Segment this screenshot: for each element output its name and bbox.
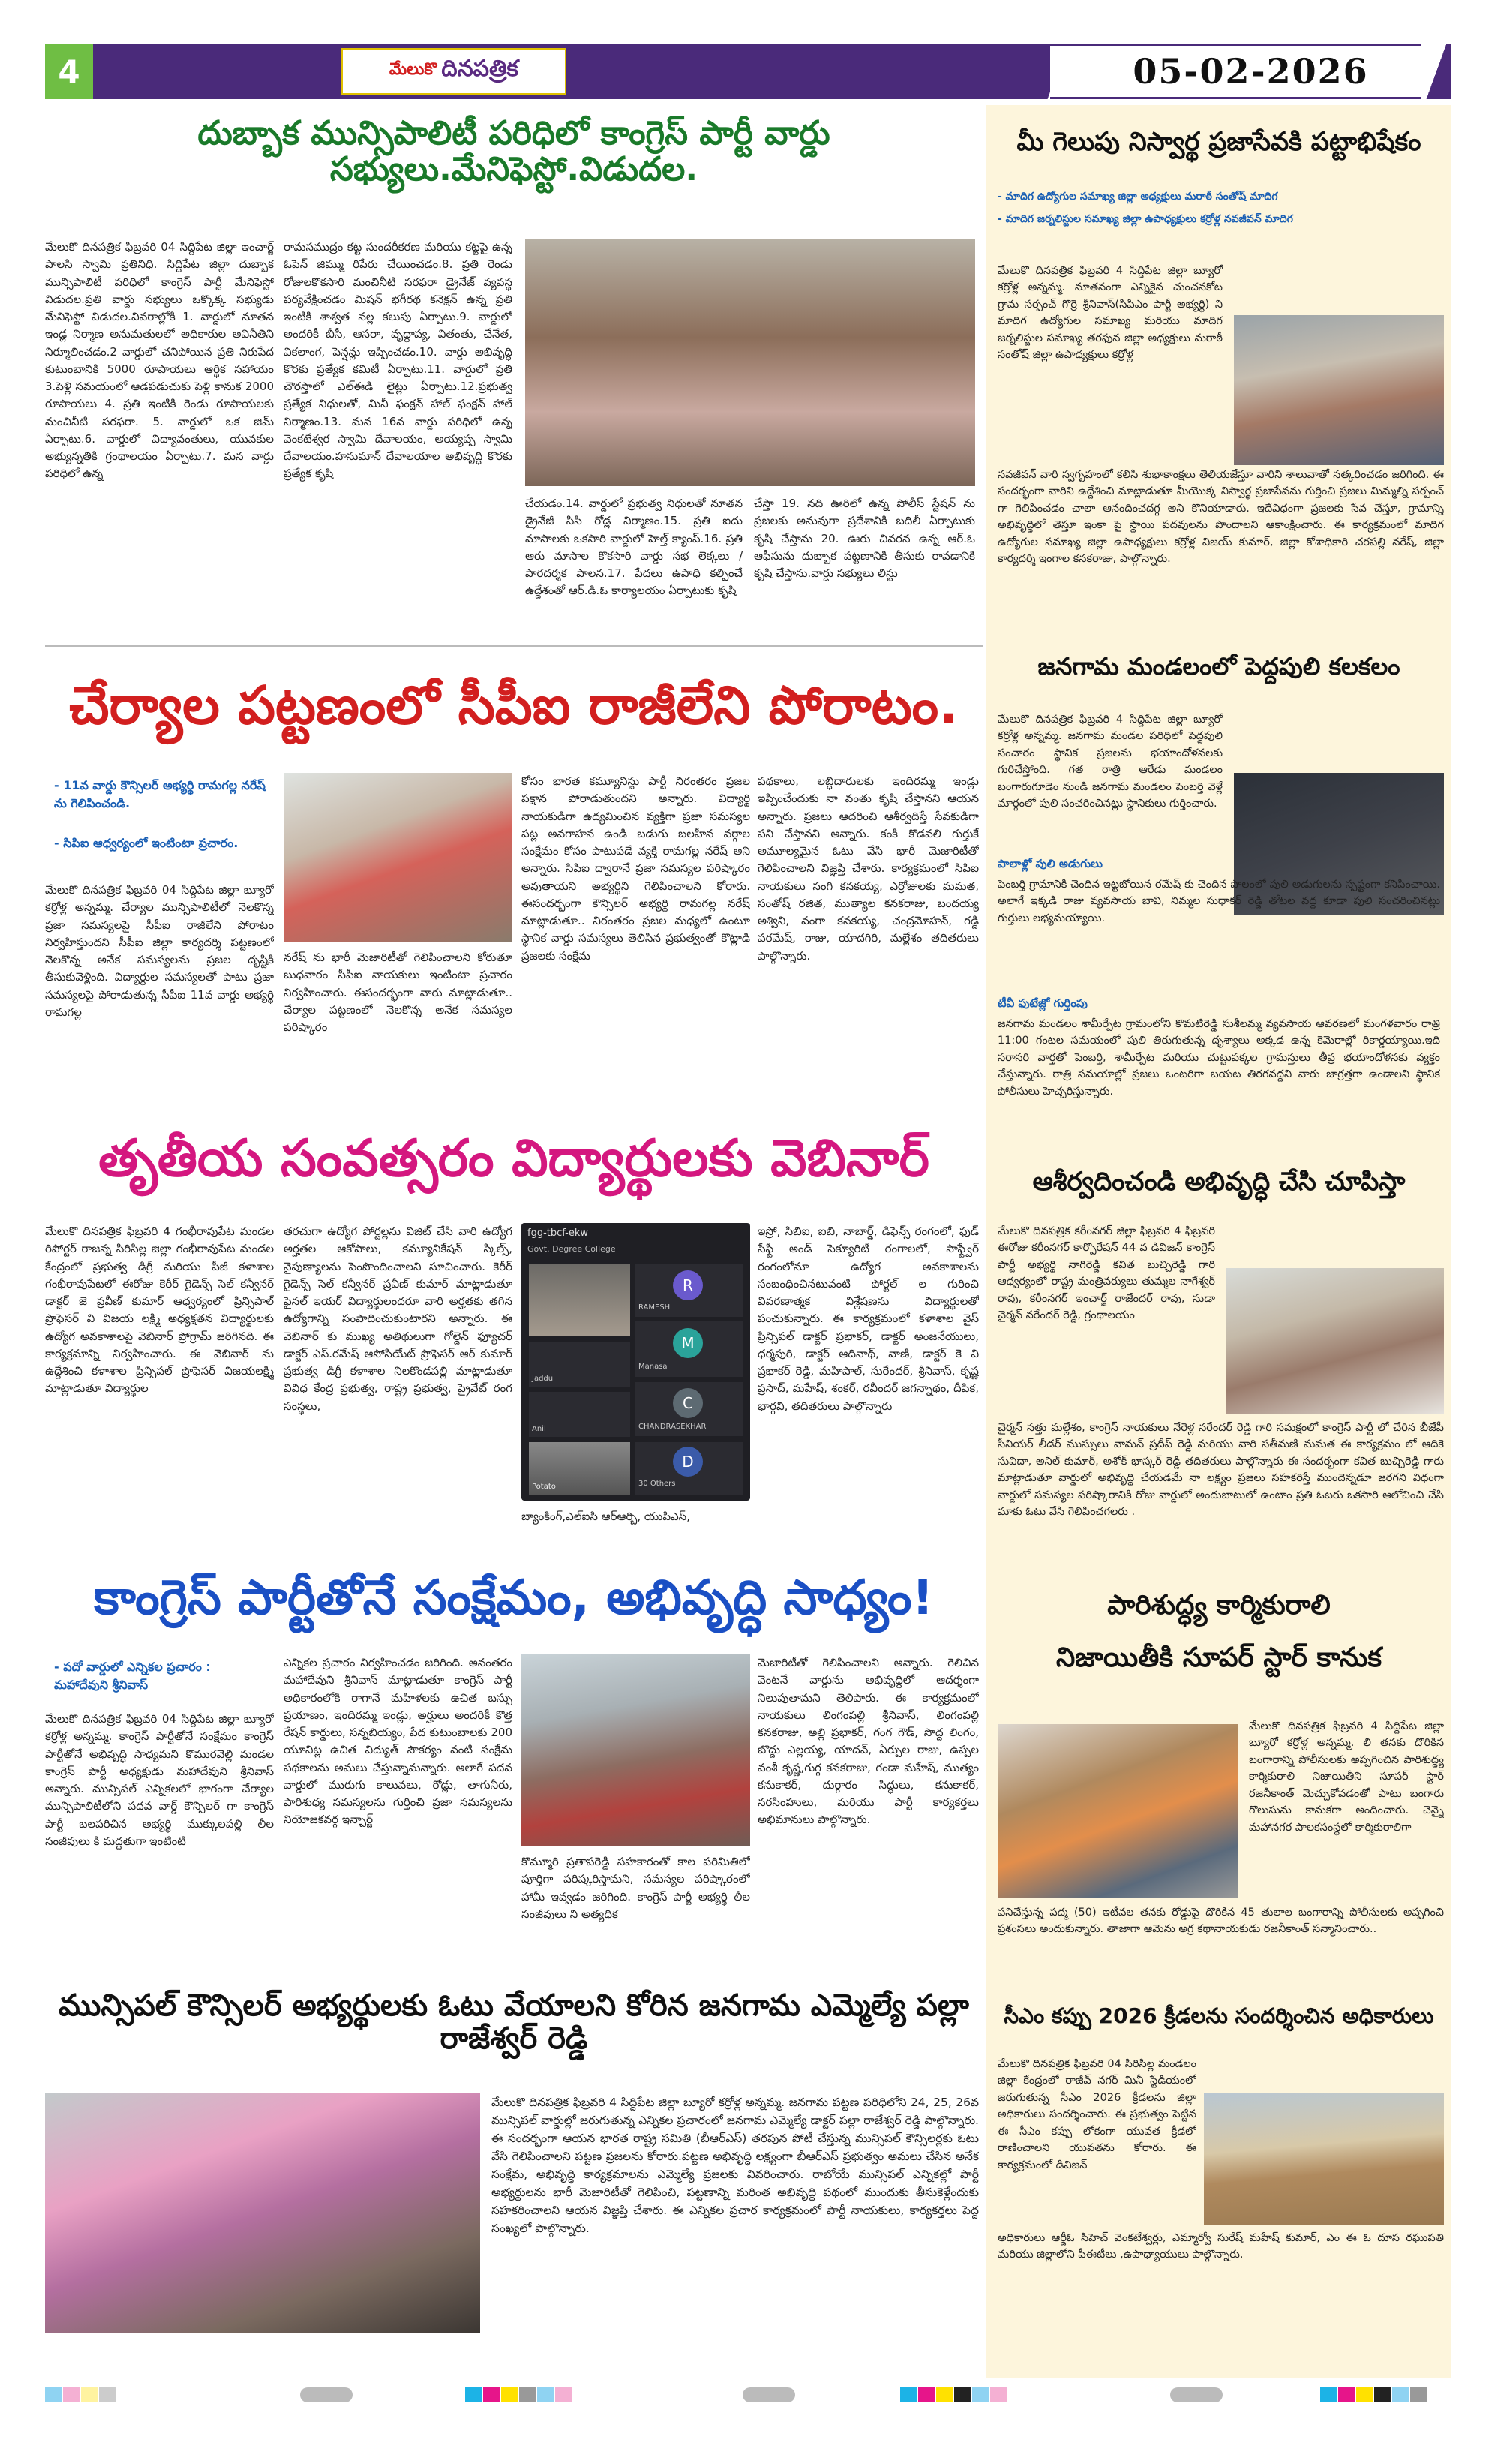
story2-photo [284, 773, 512, 942]
story3-under-photo: బ్యాంకింగ్,ఎల్ఐసి ఆర్ఆర్బి, యుపిఎస్, [521, 1510, 690, 1523]
side5-body-top: మేలుకొ దినపత్రిక ఫిబ్రవరి 04 సిరిసిల్ల మండలం జిల్లా కేంద్రంలో రాజీవ్ నగర్ మినీ స్టేడియంలో జరుగుతున్న సీఎం 2026 క్రీడలను జిల్లా అధికారులు సందర్శించారు. ఈ ప్రభుత్వం పెట్టిన ఈ సీఎం కప్పు లోకంగా యువత క్రీడలో రాణించాలని యువతను కోరారు. ఈ కార్యక్రమంలో డివిజన్ [998, 2058, 1196, 2171]
story4-col2: ఎన్నికల ప్రచారం నిర్వహించడం జరిగింది. అనంతరం మహాదేవుని శ్రీనివాస్ మాట్లాడుతూ కాంగ్రెస్ పార్టీ అధికారంలోకి రాగానే మహిళలకు ఉచిత బస్సు ప్రయాణం, ఇందిరమ్మ ఇండ్లు, అర్హులు అందరికీ కొత్త రేషన్ కార్డులు, సన్నబియ్యం, పేద కుటుంబాలకు 200 యూనిట్ల ఉచిత విద్యుత్ సౌకర్యం వంటి సంక్షేమ పథకాలను అమలు చేస్తున్నామన్నారు. అలాగే పదవ వార్డులో మురుగు కాలువలు, రోడ్లు, తాగునీరు, పారిశుధ్య సమస్యలను గుర్తించి ప్రజా సమస్యలను నియోజకవర్గ ఇన్చార్జ్ [284, 1656, 512, 1827]
page-date: 05-02-2026 [1050, 44, 1451, 99]
webinar-screenshot [521, 1223, 750, 1501]
side4-headline2: నిజాయితీకి సూపర్ స్టార్ కానుక [1056, 1642, 1382, 1674]
side2-sub1: పాలాళ్లో పులి అడుగులు [998, 857, 1103, 870]
side2-sub2: టీవీ ఫుటేజ్లో గుర్తింపు [998, 996, 1088, 1010]
masthead-end [1421, 44, 1451, 99]
story2-bullet2: - సిపిఐ ఆధ్వర్యంలో ఇంటింటా ప్రచారం. [54, 836, 239, 850]
side3-photo [1226, 1268, 1444, 1414]
side2-sub1-body: పెంబర్తి గ్రామానికి చెందిన ఇట్టబోయిన రమేష్ కు చెందిన పొలంలో పులి అడుగులను స్పష్టంగా కనిపించాయి. అలాగే ఇక్కడి రాజు వ్యవసాయ బావి, నిమ్మల సుధాకర్ రెడ్డి తోటల వద్ద కూడా పులి సంచరించినట్లు గుర్తులు లభ్యమయ్యాయి. [998, 879, 1440, 924]
side3-headline: ఆశీర్వదించండి అభివృద్ధి చేసి చూపిస్తా [1032, 1167, 1406, 1197]
story5-headline: మున్సిపల్ కౌన్సిలర్ అభ్యర్థులకు ఓటు వేయాలని కోరిన జనగామ ఎమ్మెల్యే పల్లా రాజేశ్వర్ రెడ్డి [59, 1988, 969, 2056]
story3-headline: తృతీయ సంవత్సరం విద్యార్థులకు వెబినార్ [98, 1128, 929, 1188]
story5-body: మేలుకొ దినపత్రిక ఫిబ్రవరి 4 సిద్దిపేట జిల్లా బ్యూరో కర్రోళ్ల అన్నమ్మ. జనగామ పట్టణ పరిధిలోని 24, 25, 26వ మున్సిపల్ వార్డుల్లో జరుగుతున్న ఎన్నికల ప్రచారంలో జనగామ ఎమ్మెల్యే డాక్టర్ పల్లా రాజేశ్వర్ రెడ్డి పాల్గొన్నారు. ఈ సందర్భంగా ఆయన భారత రాష్ట్ర సమితి (బీఆర్ఎస్) తరపున పోటీ చేస్తున్న మున్సిపల్ కౌన్సిలర్లకు ఓటు వేసి గెలిపించాలని పట్టణ ప్రజలను కోరారు.పట్టణ అభివృద్ధి లక్ష్యంగా బీఆర్ఎస్ ప్రభుత్వం అమలు చేసిన అనేక సంక్షేమ, అభివృద్ధి కార్యక్రమాలను ఎమ్మెల్యే ప్రజలకు వివరించారు. రాబోయే మున్సిపల్ ఎన్నికల్లో పార్టీ అభ్యర్థులను భారీ మెజారిటీతో గెలిపించి, పట్టణాన్ని మరింత అభివృద్ధి పథంలో ముందుకు తీసుకెళ్లేందుకు సహకరించాలని ఆయన విజ్ఞప్తి చేశారు. ఈ ఎన్నికల ప్రచార కార్యక్రమంలో పార్టీ నాయకులు, కార్యకర్తలు పెద్ద సంఖ్యలో పాల్గొన్నారు. [491, 2096, 979, 2236]
story3-col3: ఇస్రో, సిబిఐ, ఐబి, నాబార్డ్, డిఫెన్స్ రంగంలో, ఫుడ్ సేఫ్టీ అండ్ సెక్యూరిటీ రంగాలలో, సాఫ్ట్వేర్ రంగంలోనూ ఉద్యోగ అవకాశాలను సంబంధించినటువంటి పోర్టల్ ల గురించి వివరణాత్మక విశ్లేషణను విద్యార్థులతో పంచుకున్నారు. ఈ కార్యక్రమంలో కళాశాల వైస్ ప్రిన్సిపల్ డాక్టర్ ప్రభాకర్, డాక్టర్ అంజనేయులు, ధర్మపురి, డాక్టర్ ఆదినాథ్, వాణి, డాక్టర్ కె వి ప్రభాకర్ రెడ్డి, మహిపాల్, సురేందర్, శ్రీనివాస్, కృష్ణ ప్రసాద్, మహేష్, శంకర్, రవీందర్ జగన్నాథం, దీపిక, భార్గవి, తదితరులు పాల్గొన్నారు [758, 1224, 979, 1413]
story3-col2: తరచుగా ఉద్యోగ పోర్టల్లను విజిట్ చేసి వారి ఉద్యోగ అర్హతల ఆకోపాలు, కమ్యూనికేషన్ స్కిల్స్, నైపుణ్యాలను పెంపొందించాలని సూచించారు. కెరీర్ గైడెన్స్ సెల్ కన్వీనర్ ప్రవీణ్ కుమార్ మాట్లాడుతూ ఫైనల్ ఇయర్ విద్యార్థులందరూ వారి అర్హతకు తగిన ఉద్యోగాన్ని సంపాదించుకుంటారని అన్నారు. ఈ వెబినార్ కు ముఖ్య అతిథులుగా గోల్డెన్ ఫ్యూచర్ డాక్టర్ ఎస్.రమేష్ ఆసోసియేట్ ప్రొఫెసర్ ఆర్ కుమార్ ప్రభుత్వ డిగ్రీ కళాశాల నిలకొండపల్లి మాట్లాడుతూ వివిధ కేంద్ర ప్రభుత్వ, రాష్ట్ర ప్రభుత్వ, ప్రైవేట్ రంగ సంస్థలు, [284, 1224, 512, 1413]
avatar: D [673, 1447, 703, 1477]
side4-body-bottom: పనిచేస్తున్న పద్మ (50) ఇటీవల తనకు రోడ్డుపై దొరికిన 45 తులాల బంగారాన్ని పోలీసులకు అప్పగించి ప్రశంసలు అందుకున్నారు. తాజాగా ఆమెను అగ్ర కథానాయకుడు రజనీకాంత్ సన్మానించారు.. [998, 1907, 1444, 1936]
side5-photo [1204, 2093, 1444, 2225]
story4-col1: మేలుకొ దినపత్రిక ఫిబ్రవరి 04 సిద్దిపేట జిల్లా బ్యూరో కర్రోళ్ల అన్నమ్మ. కాంగ్రెస్ పార్టీతోనే సంక్షేమం కాంగ్రెస్ పార్టీతోనే అభివృద్ధి సాధ్యమని కొమురవెల్లి మండల కాంగ్రెస్ పార్టీ అధ్యక్షుడు మహాదేవుని శ్రీనివాస్ అన్నారు. మున్సిపల్ ఎన్నికలలో భాగంగా చేర్యాల మున్సిపాలిటీలోని పదవ వార్డ్ కౌన్సిలర్ గా కాంగ్రెస్ పార్టీ బలపరిచిన అభ్యర్థి ముక్కులపల్లి లీల సంజీవులు కి మద్దతుగా ఇంటింటి [45, 1712, 274, 1848]
side1-photo [1234, 315, 1444, 465]
story1-col4: చేస్తా 19. నది ఊరిలో ఉన్న పోలీస్ స్టేషన్ ను ప్రజలకు అనువుగా ప్రదేశానికి బదిలీ ఏర్పాటుకు కృషి చేస్తాను 20. ఊరు చివరన ఉన్న ఆర్.ఓ ఆఫీసును దుబ్బాక పట్టణానికి తీసుకు రావడానికి కృషి చేస్తాను.వార్డు సభ్యులు లిస్టు [754, 497, 975, 580]
tile-name: CHANDRASEKHAR [638, 1423, 707, 1431]
tile-name: 30 Others [638, 1480, 676, 1488]
story1-col2: రామసముద్రం కట్ట సుందరీకరణ మరియు కట్టపై ఉన్న ఓపెన్ జిమ్ము రిపేరు చేయించడం.8. ప్రతి రెండు రోజులకొకసారి మంచినీటి సరఫరా డ్రైనేజ్ వ్యవస్థ పర్యవేక్షించడం మిషన్ భగీరథ కనెక్షన్ ఉన్న ప్రతి ఇంటికి శాశ్వత నల్ల కలుపు ఏర్పాటు.9. వార్డులో అందరికీ బీసీ, ఆసరా, వృద్ధాప్య, వితంతు, చేనేత, వికలాంగ, పెన్షన్లు ఇప్పించడం.10. వార్డు అభివృద్ధి కొరకు ప్రత్యేక కమిటీ ఏర్పాటు.11. వార్డులో ప్రతి చౌరస్తాలో ఎల్ఈడి లైట్లు ఏర్పాటు.12.ప్రభుత్వ ప్రత్యేక నిధులతో, మినీ ఫంక్షన్ హాల్ ఫంక్షన్ హాల్ నిర్మాణం.13. మన 16వ వార్డు పరిధిలో ఉన్న వెంకటేశ్వర స్వామి దేవాలయం, అయ్యప్ప స్వామి దేవాలయం.హనుమాన్ దేవాలయాల అభివృద్ధి కొరకు ప్రత్యేక కృషి [284, 240, 512, 481]
story2-col2: నరేష్ ను భారీ మెజారిటీతో గెలిపించాలని కోరుతూ బుధవారం సీపీఐ నాయకులు ఇంటింటా ప్రచారం నిర్వహించారు. ఈసందర్భంగా వారు మాట్లాడుతూ.. చేర్యాల పట్టణంలో నెలకొన్న అనేక సమస్యల పరిష్కారం [284, 951, 512, 1034]
video-tile-small: Anil [529, 1392, 630, 1437]
masthead-small: మేలుకొ [389, 60, 437, 79]
story1-col3: చేయడం.14. వార్డులో ప్రభుత్వ నిధులతో నూతన డ్రైనేజీ సిసి రోడ్ల నిర్మాణం.15. ప్రతి ఐదు మాసాలకు ఒకసారి వార్డులో హెల్త్ క్యాంప్.16. ప్రతి ఆరు మాసాల కొకసారి వార్డు సభ లెక్కలు /పారదర్శక పాలన.17. పేదలు ఉపాధి కల్పించే ఉద్దేశంతో ఆర్.డి.ఓ కార్యాలయం ఏర్పాటుకు కృషి [525, 497, 743, 598]
story1-photo [525, 239, 975, 486]
video-tile-m [635, 1321, 743, 1377]
video-tile-small: Jaddu [529, 1342, 630, 1387]
video-tile-r [635, 1264, 743, 1317]
story2-col4: పథకాలు, లబ్ధిదారులకు ఇందిరమ్మ ఇండ్లు ఇప్పించేందుకు నా వంతు కృషి చేస్తానని ఆయన అన్నారు. ప్రజలు ఆదరించి ఆశీర్వదిస్తే సేవకుడిగా పని చేస్తానని అన్నారు. కంకి కొడవలి గుర్తుకే అమూల్యమైన ఓటు వేసి భారీ మెజారిటీతో గెలిపించాలని విజ్ఞప్తి చేశారు. కార్యక్రమంలో సిపిఐ నాయకులు సంగి కనకయ్య, ఎర్రోజులకు మమత, సంతోష్ రజిత, ముత్యాల కనకరాజు, బందయ్య అశ్విని, వంగా కనకయ్య, చంద్రమోహన్, గడ్డి పరమేష్, రాజు, యాదగిరి, మల్లేశం తదితరులు పాల్గొన్నారు. [758, 774, 979, 963]
side2-body-top: మేలుకొ దినపత్రిక ఫిబ్రవరి 4 సిద్దిపేట జిల్లా బ్యూరో కర్రోళ్ల అన్నమ్మ. జనగామ మండల పరిధిలో పెద్దపులి సంచారం స్థానిక ప్రజలను భయాందోళనలకు గురిచేస్తోంది. గత రాత్రి ఆరేడు మండలం బంగారుగూడెం నుండి జనగామ మండలం పెంబర్తి వెళ్లే మార్గంలో పులి సంచరించినట్లు స్థానికులు గుర్తించారు. [998, 714, 1223, 810]
story4-photo [521, 1654, 750, 1846]
story4-headline: కాంగ్రెస్ పార్టీతోనే సంక్షేమం, అభివృద్ధి సాధ్యం! [94, 1570, 934, 1626]
side1-body-top: మేలుకొ దినపత్రిక ఫిబ్రవరి 4 సిద్దిపేట జిల్లా బ్యూరో కర్రోళ్ల అన్నమ్మ. నూతనంగా ఎన్నికైన చుంచనకోట గ్రామ సర్పంచ్ గొర్రె శ్రీనివాస్(సిపిఎం పార్టీ అభ్యర్థి) ని మాదిగ ఉద్యోగుల సమాఖ్య మరియు మాదిగ జర్నలిస్టుల సమాఖ్య తరఫున జిల్లా అధ్యక్షులు మరాఠీ సంతోష్ జిల్లా ఉపాధ్యక్షులు కర్రోళ్ల [998, 265, 1223, 362]
story2-headline: చేర్యాల పట్టణంలో సీపీఐ రాజీలేని పోరాటం. [69, 674, 959, 736]
story3-col1: మేలుకొ దినపత్రిక ఫిబ్రవరి 4 గంభీరావుపేట మండల రిపోర్టర్ రాజన్న సిరిసిల్ల జిల్లా గంభీరావుపేట మండల కేంద్రంలో ప్రభుత్వ డిగ్రీ మరియు పీజీ కళాశాల గంభీరావుపేటలో ఈరోజు కెరీర్ గైడెన్స్ సెల్ కన్వీనర్ డాక్టర్ జె ప్రవీణ్ కుమార్ ఆధ్వర్యంలో ప్రిన్సిపాల్ ప్రొఫెసర్ వి విజయ లక్ష్మి అధ్యక్షతన విద్యార్థులకు ఉద్యోగ అవకాశాలపై వెబినార్ ప్రోగ్రామ్ జరిగినది. ఈ కార్యక్రమాన్ని నిర్వహించారు. ఈ వెబినార్ ను ఉద్దేశించి కళాశాల ప్రిన్సిపల్ ప్రొఫెసర్ విజయలక్ష్మి మాట్లాడుతూ విద్యార్థుల [45, 1224, 274, 1396]
story1-col1: మేలుకొ దినపత్రిక ఫిబ్రవరి 04 సిద్దిపేట జిల్లా ఇంచార్జ్ పాలసి స్వామి ప్రతినిధి. సిద్దిపేట జిల్లా దుబ్బాక మున్సిపాలిటీ పరిధిలో కాంగ్రెస్ పార్టీ మేనిఫెస్టో విడుదల.ప్రతి వార్డు సభ్యులు ఒక్కొక్క సభ్యుడు మేనిఫెస్టో విడుదల.వివరాల్లోకి 1. వార్డులో నూతన ఇండ్ల నిర్మాణ అనుమతులలో అధికారుల అవినీతిని నిర్మూలించడం.2 వార్డులో చనిపోయిన ప్రతి నిరుపేద కుటుంబానికి 5000 రూపాయలు ఆర్థిక సహాయం 3.పెళ్లి సమయంలో ఆడపడుచుకు పెళ్లి కానుక 2000 రూపాయలు 4. ప్రతి ఇంటికి రెండు రూపాయలకు మంచినీటి సరఫరా. 5. వార్డులో ఒక జిమ్ ఏర్పాటు.6. వార్డులో విద్యావంతులు, యువకుల అభ్యున్నతికి గ్రంథాలయం ఏర్పాటు.7. మన వార్డు పరిధిలో ఉన్న [45, 240, 274, 481]
side1-bullet1: - మాదిగ ఉద్యోగుల సమాఖ్య జిల్లా అధ్యక్షులు మరాఠీ సంతోష్ మాదిగ [998, 191, 1278, 203]
avatar: M [673, 1328, 703, 1358]
side4-body-top: మేలుకొ దినపత్రిక ఫిబ్రవరి 4 సిద్దిపేట జిల్లా బ్యూరో కర్రోళ్ల అన్నమ్మ. లి తనకు దొరికిన బంగారాన్ని పోలీసులకు అప్పగించిన పారిశుద్ధ్య కార్మికురాలి నిజాయితీని సూపర్ స్టార్ రజనీకాంత్ మెచ్చుకోవడంతో పాటు బంగారు గొలుసును కానుకగా అందించారు. చెన్నై మహానగర పాలకసంస్థలో కార్మికురాలిగా [1249, 1720, 1444, 1834]
avatar: R [673, 1270, 703, 1300]
meeting-code: fgg-tbcf-ekw [527, 1227, 588, 1239]
masthead-bar [93, 44, 1068, 99]
side3-body-top: మేలుకొ దినపత్రిక కరీంనగర్ జిల్లా ఫిబ్రవరి 4 ఫిబ్రవరి ఈరోజు కరీంనగర్ కార్పొరేషన్ 44 వ డివిజన్ కాంగ్రెస్ పార్టీ అభ్యర్థి నాగిరెడ్డి కవిత బుచ్చిరెడ్డి గారి ఆధ్వర్యంలో రాష్ట్ర మంత్రివర్యులు తుమ్మల నాగేశ్వర్ రావు, కరీంనగర్ ఇంచార్జ్ రాజేందర్ రావు, సుడా చైర్మన్ నరేందర్ రెడ్డి, గ్రంథాలయం [998, 1225, 1215, 1322]
tile-name: Manasa [638, 1363, 668, 1371]
video-tile-small: Potato [529, 1442, 630, 1495]
side2-headline: జనగామ మండలంలో పెద్దపులి కలకలం [1037, 651, 1400, 681]
side3-body-bottom: చైర్మన్ సత్తు మల్లేశం, కాంగ్రెస్ నాయకులు నేరెళ్ల నరేందర్ రెడ్డి గారి సమక్షంలో కాంగ్రెస్ పార్టీ లో చేరిన బీజేపీ సీనియర్ లీడర్ ముస్సులు వామన్ ప్రదీప్ రెడ్డి మరియు వారి సతీమణి మమత ఈ కార్యక్రమం లో ఆదికె సువిదా, అనిల్ కుమార్, అశోక్ భాస్కర్ రెడ్డి తదితరులు పాల్గొన్నారు ఈ సందర్భంగా కవిత బుచ్చిరెడ్డి గారు మాట్లాడుతూ వార్డులో అభివృద్ధి చేయడమే నా లక్ష్యం ప్రజలు సహకరిస్తే ముందెన్నడూ జరగని విధంగా వార్డులో సమస్యల పరిష్కారానికి రోజు వార్డులో అందుబాటులో ఉంటాం ప్రతి ఓటరు ఒకసారి ఆలోచించి చేసి మాకు ఓటు వేసి గెలిపించగలరు . [998, 1422, 1444, 1519]
video-tile-presenter [529, 1264, 630, 1336]
story5-photo [45, 2093, 480, 2333]
tile-name: RAMESH [638, 1303, 671, 1312]
story2-bullet1: - 11వ వార్డు కౌన్సిలర్ అభ్యర్థి రామగల్ల నరేష్ ను గెలిపించండి. [54, 778, 266, 810]
side1-headline: మీ గెలుపు నిస్వార్థ ప్రజాసేవకి పట్టాభిషేకం [1016, 127, 1421, 158]
story4-bullet1: - పదో వార్డులో ఎన్నికల ప్రచారం : మహాదేవుని శ్రీనివాస్ [54, 1660, 211, 1692]
story2-col1: మేలుకొ దినపత్రిక ఫిబ్రవరి 04 సిద్దిపేట జిల్లా బ్యూరో కర్రోళ్ల అన్నమ్మ. చేర్యాల మున్సిపాలిటీలో నెలకొన్న ప్రజా సమస్యలపై సీపీఐ రాజీలేని పోరాటం నిర్వహిస్తుందని సీపీఐ జిల్లా కార్యదర్శి పట్టణంలో నెలకొన్న అనేక సమస్యలను ప్రజల దృష్టికి తీసుకువెళ్లింది. విద్యార్థుల సమస్యలతో పాటు ప్రజా సమస్యలపై పోరాడుతున్న సీపీఐ 11వ వార్డు అభ్యర్థి రామగల్ల [45, 883, 274, 1019]
story4-col3: కొమ్మూరి ప్రతాపరెడ్డి సహకారంతో కాల పరిమితిలో పూర్తిగా పరిష్కరిస్తామని, సమస్యల పరిష్కారంలో హామీ ఇవ్వడం జరిగింది. కాంగ్రెస్ పార్టీ అభ్యర్థి లీల సంజీవులు ని అత్యధిక [521, 1855, 750, 1921]
print-color-bars [45, 2387, 1451, 2405]
story2-col3: కోసం భారత కమ్యూనిస్టు పార్టీ నిరంతరం ప్రజల పక్షాన పోరాడుతుందని అన్నారు. విద్యార్థి నాయకుడిగా ఉద్యమించిన వ్యక్తిగా ప్రజా సమస్యల పట్ల అవగాహన ఉండి బడుగు బలహీన వర్గాల సంక్షేమం కోసం పాటుపడే వ్యక్తి రామగల్ల నరేష్ అని అన్నారు. సిపిఐ ద్వారానే ప్రజా సమస్యల పరిష్కారం అవుతాయని అభ్యర్థిని గెలిపించాలని కోరారు. ఈసందర్భంగా కౌన్సిలర్ అభ్యర్థి రామగల్ల నరేష్ మాట్లాడుతూ.. నిరంతరం ప్రజల మధ్యలో ఉంటూ స్థానిక వార్డు సమస్యలు తెలిసిన ప్రభుత్వంతో కొట్లాడి ప్రజలకు సంక్షేమ [521, 774, 750, 963]
side5-body-bottom: అధికారులు ఆర్డీఓ సిహెచ్ వెంకటేశ్వర్లు, ఎమ్మార్వో సురేష్ మహేష్ కుమార్, ఎం ఈ ఓ దూస రఘుపతి మరియు జిల్లాలోని పీఈటీలు ,ఉపాధ్యాయులు పాల్గొన్నారు. [998, 2232, 1444, 2261]
side4-photo [998, 1724, 1238, 1898]
side4-headline1: పారిశుద్ధ్య కార్మికురాలి [1107, 1590, 1331, 1621]
side1-body-bottom: నవజీవన్ వారి స్వగృహంలో కలిసి శుభాకాంక్షలు తెలియజేస్తూ వారిని శాలువాతో సత్కరించడం జరిగింది. ఈ సందర్భంగా వారిని ఉద్దేశించి మాట్లాడుతూ మీయొక్క నిస్వార్థ ప్రజాసేవను గుర్తించి ప్రజలు మిమ్మల్ని సర్పంచ్ గా గెలిపించడం చాలా ఆనందించదగ్గ అని కొనియాడారు. ఇదేవిధంగా ప్రజలకు సేవ చేస్తూ, గ్రామాన్ని అభివృద్ధిలో తెస్తూ ఇంకా పై స్థాయి పదవులను పొందాలని ఆకాంక్షించారు. ఈ కార్యక్రమంలో మాదిగ ఉద్యోగుల సమాఖ్య జిల్లా ఉపాధ్యక్షులు కర్రోళ్ల విజయ్ కుమార్, జిల్లా కోశాధికారి చరపల్లి నరేష్, జిల్లా కార్యదర్శి ఇంగాల కనకరాజు, పాల్గొన్నారు. [998, 469, 1444, 566]
masthead-title: దినపత్రిక [441, 56, 519, 82]
side2-sub2-body: జనగామ మండలం శామీర్పేట గ్రామంలోని కొమటిరెడ్డి సుశీలమ్మ వ్యవసాయ ఆవరణలో మంగళవారం రాత్రి 11:00 గంటల సమయంలో పులి తిరుగుతున్న దృశ్యాలు అక్కడ ఉన్న కెమెరాల్లో రికార్డయ్యాయి.ఇది సరాసరి వార్తతో పెంబర్తి, శామీర్పేట మరియు చుట్టుపక్కల గ్రామస్తులు తీవ్ర భయాందోళనకు వ్యక్తం చేస్తున్నారు. రాత్రి సమయాల్లో ప్రజలు ఒంటరిగా బయట తిరగవద్దని వారు జాగ్రత్తగా ఉండాలని స్థానిక పోలీసులు హెచ్చరిస్తున్నారు. [998, 1018, 1440, 1098]
story4-col4: మెజారిటీతో గెలిపించాలని అన్నారు. గెలిచిన వెంటనే వార్డును అభివృద్ధిలో ఆదర్శంగా నిలుపుతామని తెలిపారు. ఈ కార్యక్రమంలో నాయకులు లింగంపల్లి శ్రీనివాస్, లింగంపల్లి కనకరాజు, అల్లి ప్రభాకర్, గంగ గౌడ్, సొద్ద లింగం, బొద్దు ఎల్లయ్య, యాదవ్, ఏర్పుల రాజు, ఉప్పల వంశీ కృష్ణ,గుగ్గ కనకరాజు, గండా మహేష్, ముత్యం కనుకాకర్, దుర్గారం సిద్ధులు, కనుకాకర్, నరసింహులు, మరియు పార్టీ కార్యకర్తలు అభిమానులు పాల్గొన్నారు. [758, 1656, 979, 1827]
video-tile-c [635, 1382, 743, 1436]
masthead-logo [341, 48, 566, 95]
side1-bullet2: - మాదిగ జర్నలిస్టుల సమాఖ్య జిల్లా ఉపాధ్యక్షులు కర్రోళ్ల నవజీవన్ మాదిగ [998, 213, 1293, 225]
meeting-title: Govt. Degree College [527, 1244, 616, 1254]
story1-headline: దుబ్బాక మున్సిపాలిటీ పరిధిలో కాంగ్రెస్ పార్టీ వార్డు సభ్యులు.మేనిఫెస్టో.విడుదల. [197, 113, 830, 188]
side5-headline: సీఎం కప్పు 2026 క్రీడలను సందర్శించిన అధికారులు [1004, 2003, 1434, 2028]
page-number: 4 [45, 44, 93, 99]
video-tile-d [635, 1442, 743, 1495]
divider [45, 645, 983, 647]
avatar: C [673, 1388, 703, 1418]
